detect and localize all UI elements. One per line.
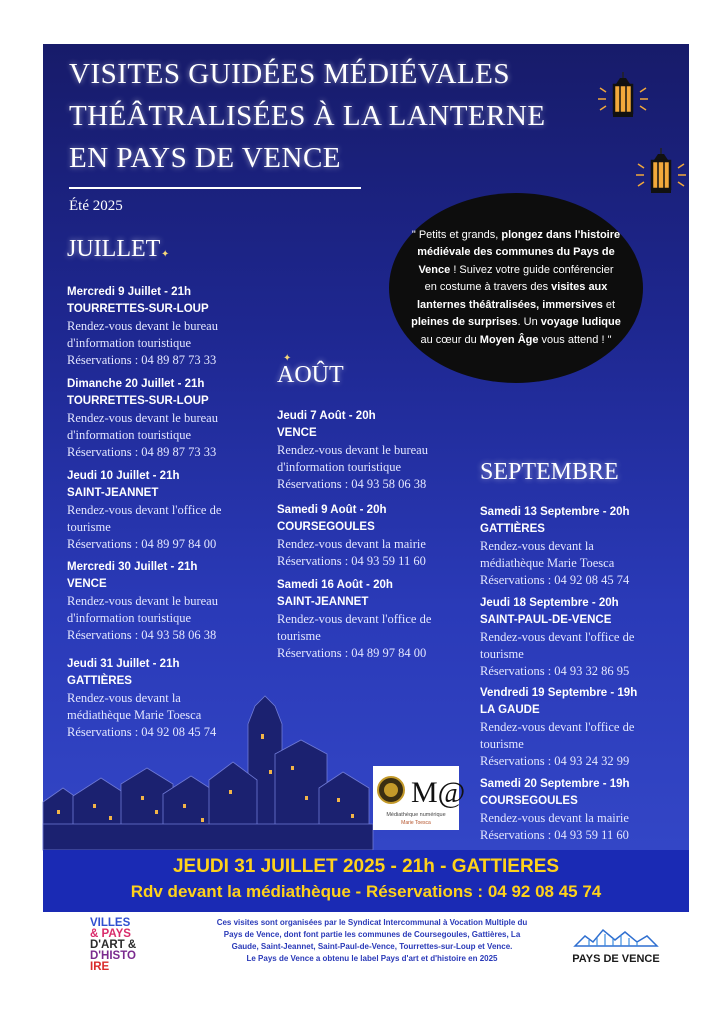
event-date: Jeudi 10 Juillet - 21h — [67, 470, 180, 482]
event-reservation: Réservations : 04 89 97 84 00 — [67, 537, 217, 551]
event-reservation: Réservations : 04 93 58 06 38 — [67, 628, 217, 642]
event-date: Dimanche 20 Juillet - 21h — [67, 378, 205, 390]
event-town: TOURRETTES-SUR-LOUP — [67, 303, 209, 315]
villes-pays-art-histoire-logo — [90, 915, 142, 975]
mediatheque-logo-line1: Médiathèque numérique — [386, 812, 446, 818]
event-reservation: Réservations : 04 89 97 84 00 — [277, 646, 427, 660]
event-aout-2 — [277, 502, 447, 570]
event-place: Rendez-vous devant le bureau d'information touristique — [277, 443, 428, 474]
vpah-line-5: IRE — [90, 961, 110, 973]
footer-text — [212, 917, 532, 965]
event-reservation: Réservations : 04 93 58 06 38 — [277, 477, 427, 491]
event-town: SAINT-JEANNET — [277, 596, 369, 608]
event-date: Jeudi 18 Septembre - 20h — [480, 597, 619, 609]
event-reservation: Réservations : 04 93 59 11 60 — [480, 828, 629, 842]
banner-line-2: Rdv devant la médiathèque - Réservations : 04 92 08 45 74 — [130, 882, 602, 901]
event-aout-1 — [277, 408, 447, 493]
event-septembre-2 — [480, 595, 660, 680]
event-date: Samedi 20 Septembre - 19h — [480, 778, 630, 790]
event-date: Mercredi 9 Juillet - 21h — [67, 286, 191, 298]
quote-text: . Un — [517, 316, 541, 329]
title-line-2: THÉÂTRALISÉES À LA LANTERNE — [69, 100, 546, 132]
event-place: Rendez-vous devant l'office de tourisme — [480, 630, 635, 661]
event-date: Samedi 13 Septembre - 20h — [480, 506, 630, 518]
event-place: Rendez-vous devant la mairie — [480, 811, 629, 825]
month-title-septembre: SEPTEMBRE — [480, 459, 619, 485]
month-title-juillet: JUILLET — [67, 236, 161, 262]
mediatheque-logo-line2: Marie Toesca — [401, 820, 431, 826]
lantern-icon — [596, 72, 650, 136]
event-reservation: Réservations : 04 93 59 11 60 — [277, 554, 426, 568]
quote-bold: pleines de surprises — [411, 316, 518, 329]
event-reservation: Réservations : 04 92 08 45 74 — [480, 573, 630, 587]
event-reservation: Réservations : 04 92 08 45 74 — [67, 725, 217, 739]
quote-bold: voyage ludique — [540, 316, 621, 329]
event-date: Samedi 9 Août - 20h — [277, 504, 387, 516]
event-town: COURSEGOULES — [277, 521, 375, 533]
title-line-1: VISITES GUIDÉES MÉDIÉVALES — [69, 58, 511, 90]
event-town: VENCE — [277, 427, 317, 439]
event-place: Rendez-vous devant le bureau d'information touristique — [67, 411, 218, 442]
sparkle-icon: ✦ — [283, 353, 292, 364]
vpah-line-2: & PAYS — [90, 928, 131, 940]
village-illustration — [43, 684, 373, 850]
event-place: Rendez-vous devant l'office de tourisme — [480, 720, 635, 751]
quote-text: " Petits et grands, — [411, 228, 502, 241]
event-place: Rendez-vous devant la médiathèque Marie Toesca — [67, 691, 202, 722]
banner-line-1: JEUDI 31 JUILLET 2025 - 21h - GATTIERES — [172, 856, 560, 877]
poster — [43, 44, 689, 850]
highlight-banner — [43, 850, 689, 912]
event-reservation: Réservations : 04 93 24 32 99 — [480, 754, 630, 768]
event-town: TOURRETTES-SUR-LOUP — [67, 395, 209, 407]
event-date: Mercredi 30 Juillet - 21h — [67, 561, 198, 573]
title-underline — [69, 187, 361, 189]
event-juillet-2 — [67, 376, 247, 461]
event-place: Rendez-vous devant le bureau d'information touristique — [67, 319, 218, 350]
quote-bold: plongez dans l'histoire médiévale des communes du Pays de Vence — [417, 228, 621, 276]
quote-bubble — [389, 193, 643, 383]
event-date: Jeudi 7 Août - 20h — [277, 410, 376, 422]
event-date: Jeudi 31 Juillet - 21h — [67, 658, 180, 670]
event-juillet-4 — [67, 559, 247, 644]
mediatheque-logo-letter: M@ — [411, 776, 466, 809]
footer-organisers: Ces visites sont organisées par le Syndicat Intercommunal à Vocation Multiple du Pays de Vence, dont font partie les communes de Coursegoules, Gattières, La Gaude, Saint-Jeannet, Saint-Paul-de-Vence, Tourrettes-sur-Loup et Vence. — [216, 918, 528, 951]
event-aout-3 — [277, 577, 447, 662]
vpah-line-3: D'ART & — [90, 939, 137, 951]
event-town: VENCE — [67, 578, 107, 590]
sparkle-icon: ✦ — [161, 249, 170, 260]
event-reservation: Réservations : 04 89 87 73 33 — [67, 445, 217, 459]
event-septembre-1 — [480, 504, 660, 589]
event-septembre-3 — [480, 685, 660, 770]
quote-text: et — [602, 298, 616, 311]
event-town: GATTIÈRES — [480, 523, 545, 535]
vpah-line-1: VILLES — [90, 917, 131, 929]
event-date: Vendredi 19 Septembre - 19h — [480, 687, 638, 699]
event-juillet-1 — [67, 284, 247, 369]
event-place: Rendez-vous devant la mairie — [277, 537, 426, 551]
quote-text: ! Suivez votre guide conférencier en costume à travers des — [424, 263, 614, 294]
quote-text: au cœur du — [420, 333, 480, 346]
quote-bold: visites aux lanternes théâtralisées, immersives — [416, 281, 608, 311]
lantern-icon — [634, 148, 688, 212]
pdv-logo-text: PAYS DE VENCE — [572, 953, 660, 965]
event-town: SAINT-PAUL-DE-VENCE — [480, 614, 612, 626]
event-septembre-4 — [480, 776, 660, 844]
pays-de-vence-logo — [567, 924, 665, 968]
mediatheque-logo — [373, 766, 466, 830]
event-place: Rendez-vous devant la médiathèque Marie Toesca — [480, 539, 615, 570]
event-date: Samedi 16 Août - 20h — [277, 579, 393, 591]
event-reservation: Réservations : 04 89 87 73 33 — [67, 353, 217, 367]
event-place: Rendez-vous devant l'office de tourisme — [277, 612, 432, 643]
event-town: LA GAUDE — [480, 704, 540, 716]
season: Été 2025 — [69, 198, 123, 214]
quote-text: vous attend ! " — [538, 333, 612, 346]
event-town: GATTIÈRES — [67, 675, 132, 687]
quote-bold: Moyen Âge — [479, 333, 539, 346]
event-town: SAINT-JEANNET — [67, 487, 159, 499]
footer-label: Le Pays de Vence a obtenu le label Pays d'art et d'histoire en 2025 — [246, 954, 498, 963]
event-place: Rendez-vous devant le bureau d'information touristique — [67, 594, 218, 625]
event-reservation: Réservations : 04 93 32 86 95 — [480, 664, 630, 678]
event-town: COURSEGOULES — [480, 795, 578, 807]
event-place: Rendez-vous devant l'office de tourisme — [67, 503, 222, 534]
title-line-3: EN PAYS DE VENCE — [69, 142, 342, 174]
vpah-line-4: D'HISTO — [90, 950, 136, 962]
month-title-aout: AOÛT — [277, 362, 344, 388]
event-juillet-3 — [67, 468, 247, 553]
